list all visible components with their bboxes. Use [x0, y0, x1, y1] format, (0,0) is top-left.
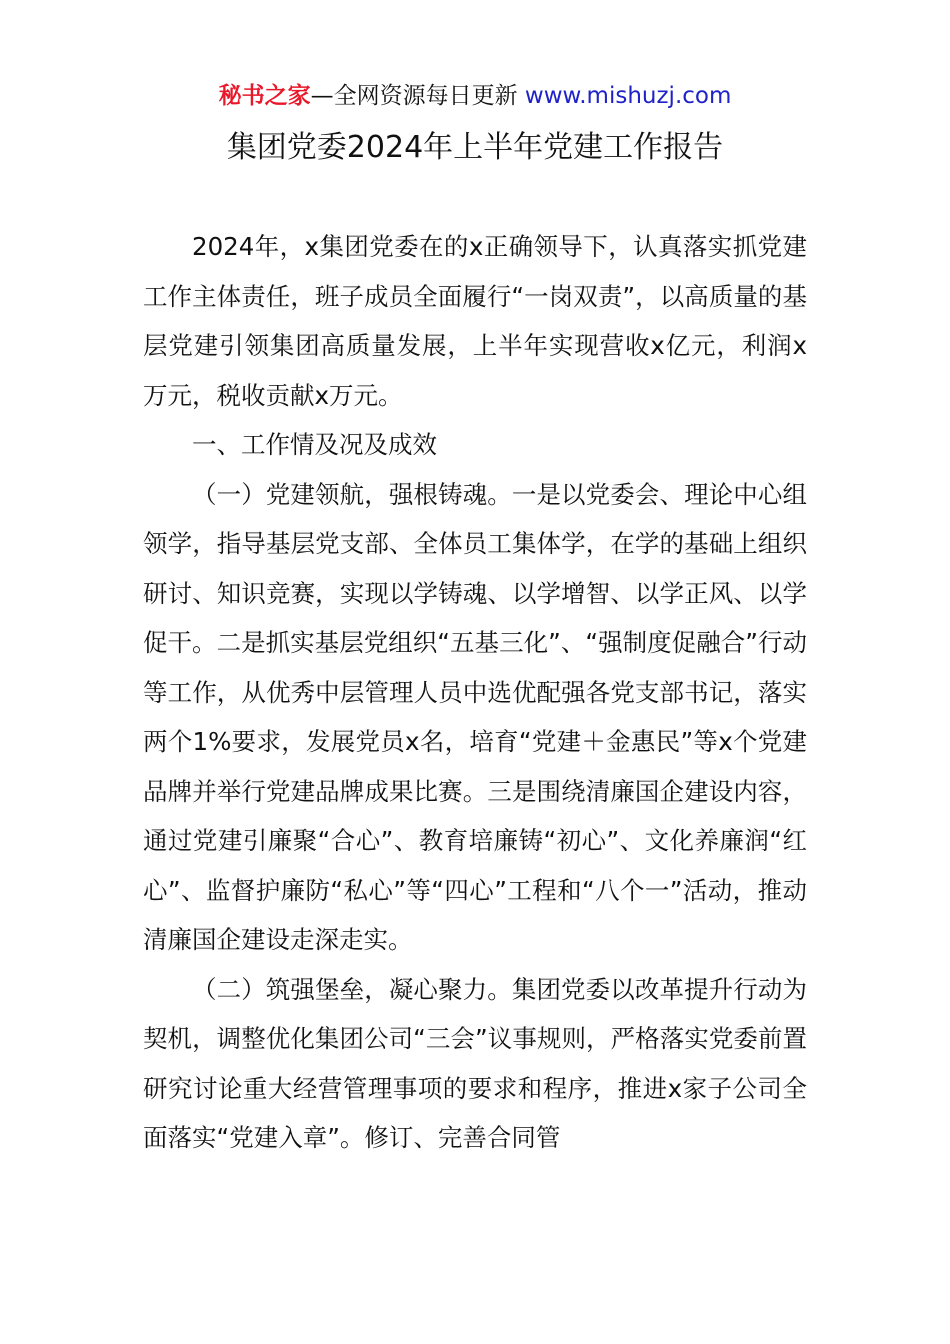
- brand-name: 秘书之家: [218, 83, 311, 109]
- site-url-link[interactable]: www.mishuzj.com: [524, 83, 732, 109]
- document-title: 集团党委2024年上半年党建工作报告: [226, 130, 724, 165]
- site-banner: [0, 80, 950, 112]
- subsection-paragraph-1: （一）党建领航，强根铸魂。一是以党委会、理论中心组领学，指导基层党支部、全体员工集体学，在学的基础上组织研讨、知识竞赛，实现以学铸魂、以学增智、以学正风、以学促干。二是抓实基层党组织“五基三化”、“强制度促融合”行动等工作，从优秀中层管理人员中选优配强各党支部书记，落实两个1%要求，发展党员x名，培育“党建＋金惠民”等x个党建品牌并举行党建品牌成果比赛。三是围绕清廉国企建设内容，通过党建引廉聚“合心”、教育培廉铸“初心”、文化养廉润“红心”、监督护廉防“私心”等“四心”工程和“八个一”活动，推动清廉国企建设走深走实。: [143, 479, 807, 954]
- banner-tagline: —全网资源每日更新: [310, 83, 525, 109]
- section-heading: 一、工作情及况及成效: [192, 430, 437, 459]
- intro-paragraph: 2024年，x集团党委在的x正确领导下，认真落实抓党建工作主体责任，班子成员全面履行“一岗双责”，以高质量的基层党建引领集团高质量发展，上半年实现营收x亿元，利润x万元，税收贡献x万元。: [143, 232, 807, 410]
- subsection-paragraph-2: （二）筑强堡垒，凝心聚力。集团党委以改革提升行动为契机，调整优化集团公司“三会”议事规则，严格落实党委前置研究讨论重大经营管理事项的要求和程序，推进x家子公司全面落实“党建入章”。修订、完善合同管: [143, 974, 807, 1152]
- document-body: [143, 222, 807, 1163]
